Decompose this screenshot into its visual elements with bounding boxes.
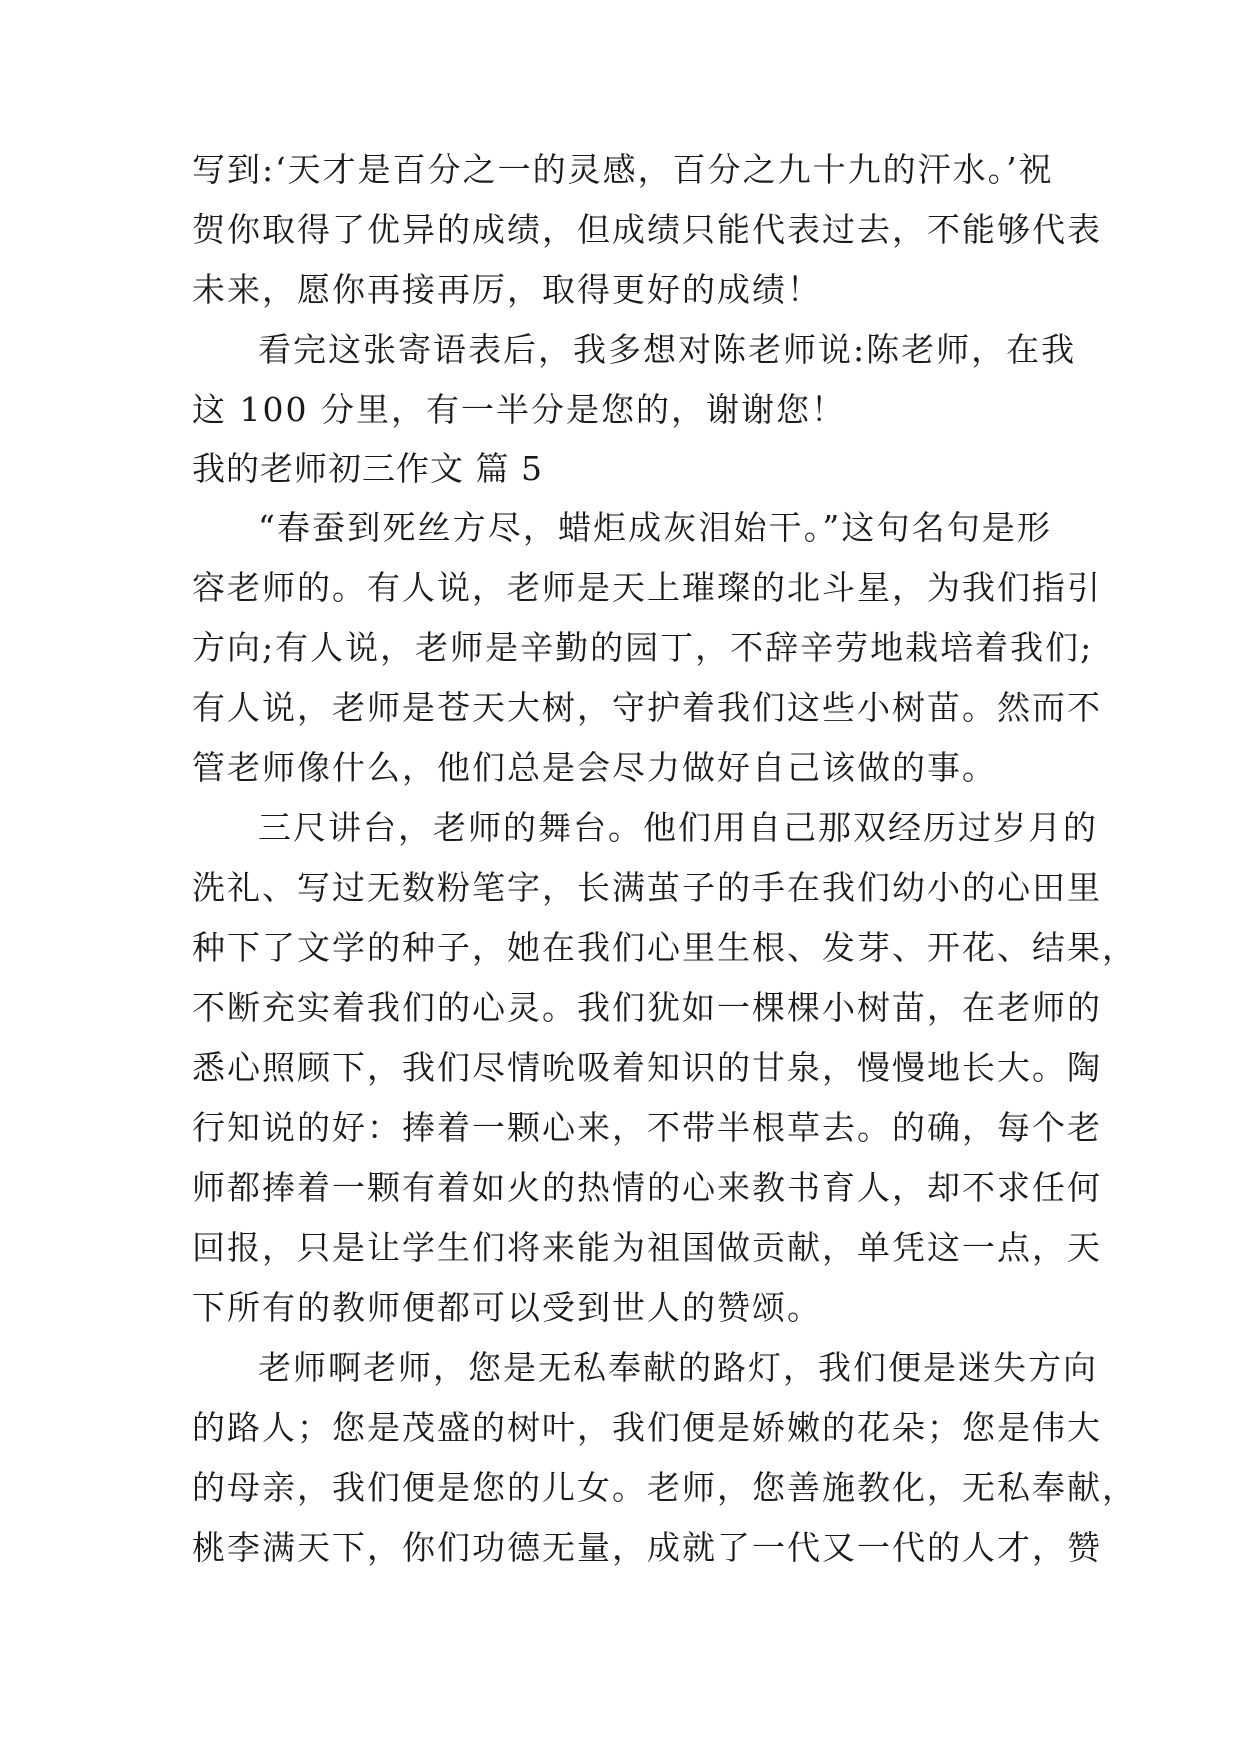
paragraph-2 bbox=[192, 320, 1077, 440]
section-paragraph-2 bbox=[192, 798, 1137, 1338]
text-line: 种下了文学的种子，她在我们心里生根、发芽、开花、结果， bbox=[192, 928, 1137, 967]
text-line: 师都捧着一颗有着如火的热情的心来教书育人，却不求任何 bbox=[192, 1168, 1102, 1207]
text-line: 贺你取得了优异的成绩，但成绩只能代表过去，不能够代表 bbox=[192, 210, 1102, 249]
section-paragraph-3 bbox=[192, 1338, 1137, 1578]
text-line: 三尺讲台，老师的舞台。他们用自己那双经历过岁月的 bbox=[258, 808, 1098, 847]
text-line: 看完这张寄语表后，我多想对陈老师说:陈老师，在我 bbox=[258, 330, 1077, 369]
text-line: 不断充实着我们的心灵。我们犹如一棵棵小树苗，在老师的 bbox=[192, 988, 1102, 1027]
text-line: 下所有的教师便都可以受到世人的赞颂。 bbox=[192, 1288, 822, 1327]
text-line: 回报，只是让学生们将来能为祖国做贡献，单凭这一点，天 bbox=[192, 1228, 1102, 1267]
section-heading: 我的老师初三作文 篇 5 bbox=[192, 449, 543, 488]
text-line: 这 100 分里，有一半分是您的，谢谢您！ bbox=[192, 390, 846, 429]
text-line: 行知说的好：捧着一颗心来，不带半根草去。的确，每个老 bbox=[192, 1108, 1102, 1147]
text-line: 管老师像什么，他们总是会尽力做好自己该做的事。 bbox=[192, 748, 997, 787]
document-body bbox=[192, 140, 1137, 1578]
text-line: 桃李满天下，你们功德无量，成就了一代又一代的人才，赞 bbox=[192, 1528, 1102, 1567]
text-line: 的路人；您是茂盛的树叶，我们便是娇嫩的花朵；您是伟大 bbox=[192, 1408, 1102, 1447]
text-line: 悉心照顾下，我们尽情吮吸着知识的甘泉，慢慢地长大。陶 bbox=[192, 1048, 1102, 1087]
text-line: 方向;有人说，老师是辛勤的园丁，不辞辛劳地栽培着我们; bbox=[192, 628, 1094, 667]
text-line: 老师啊老师，您是无私奉献的路灯，我们便是迷失方向 bbox=[258, 1348, 1098, 1387]
text-line: 洗礼、写过无数粉笔字，长满茧子的手在我们幼小的心田里 bbox=[192, 868, 1102, 907]
text-line: “春蚕到死丝方尽，蜡炬成灰泪始干。”这句名句是形 bbox=[258, 508, 1052, 547]
paragraph-1 bbox=[192, 140, 1102, 320]
text-line: 的母亲，我们便是您的儿女。老师，您善施教化，无私奉献， bbox=[192, 1468, 1137, 1507]
section-paragraph-1 bbox=[192, 498, 1102, 798]
text-line: 写到:‘天才是百分之一的灵感，百分之九十九的汗水。’祝 bbox=[192, 150, 1054, 189]
text-line: 未来，愿你再接再厉，取得更好的成绩！ bbox=[192, 270, 822, 309]
text-line: 容老师的。有人说，老师是天上璀璨的北斗星，为我们指引 bbox=[192, 568, 1102, 607]
text-line: 有人说，老师是苍天大树，守护着我们这些小树苗。然而不 bbox=[192, 688, 1102, 727]
